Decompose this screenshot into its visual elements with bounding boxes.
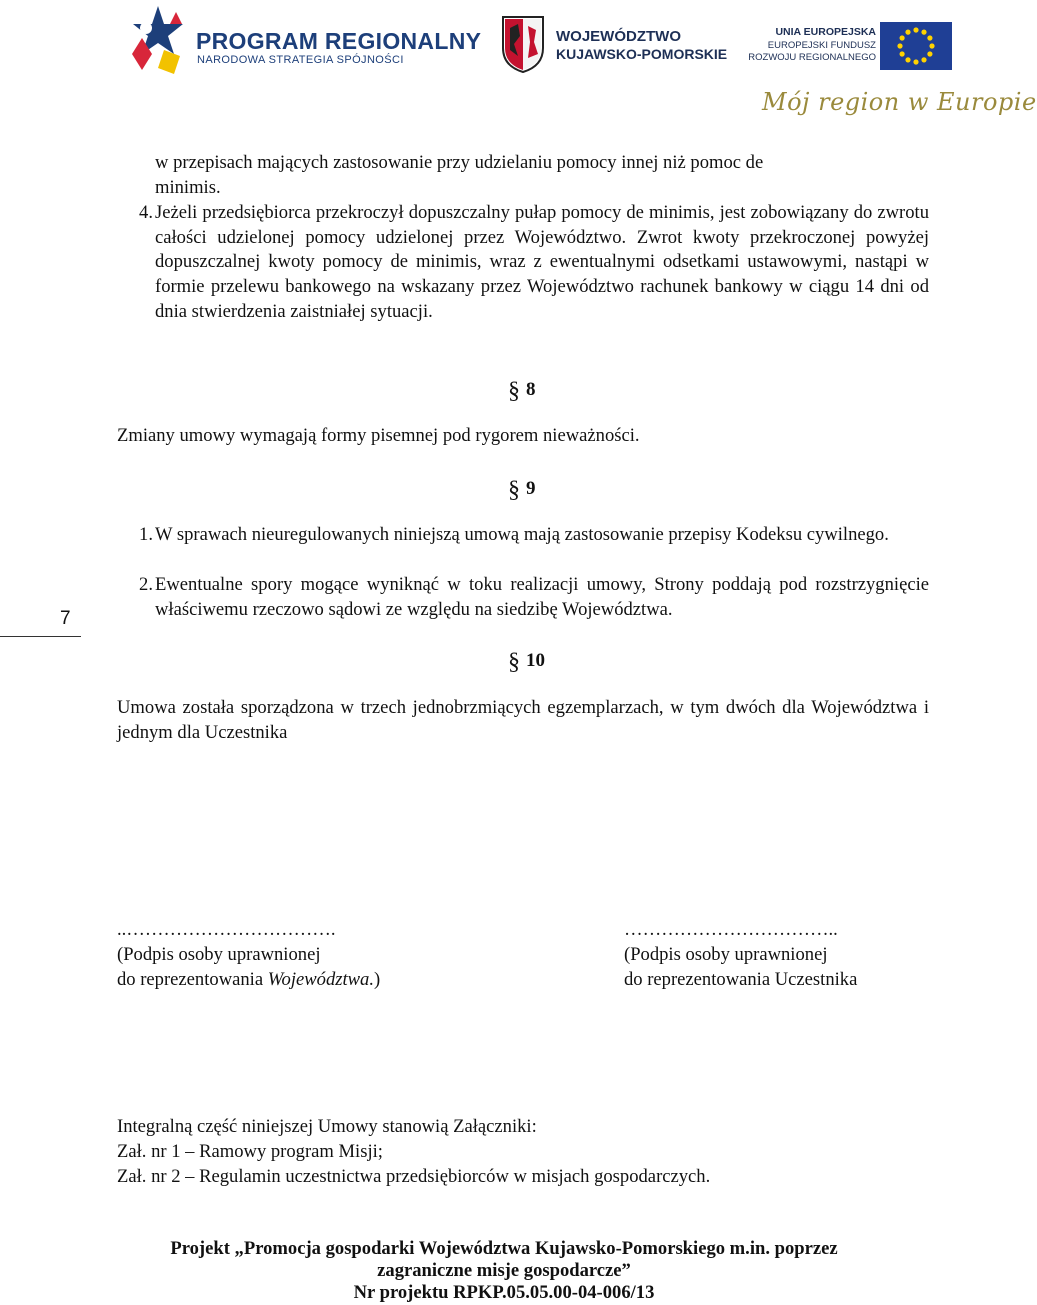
wojewodztwo-logo: [500, 14, 728, 76]
program-subtitle: NARODOWA STRATEGIA SPÓJNOŚCI: [197, 54, 404, 66]
section-9-number: 9: [526, 478, 536, 499]
attachments-intro: Integralną część niniejszej Umowy stanowią Załączniki:: [117, 1116, 537, 1137]
section-8-number: 8: [526, 379, 536, 400]
section-8-text: Zmiany umowy wymagają formy pisemnej pod rygorem nieważności.: [117, 425, 640, 446]
program-title: PROGRAM REGIONALNY: [196, 28, 482, 54]
footer-project-number: Nr projektu RPKP.05.05.00-04-006/13: [353, 1282, 655, 1303]
signature-caption-right-1: (Podpis osoby uprawnionej: [624, 944, 828, 965]
section-symbol: §: [508, 649, 520, 675]
section-9-item-2-text: Ewentualne spory mogące wyniknąć w toku realizacji umowy, Strony poddają pod rozstrzygnięcie właściwemu rzeczowo sądowi ze względu na siedzibę Województwa.: [155, 574, 929, 620]
signature-line-left: ..…………………………….: [117, 919, 336, 940]
eu-logo: [748, 22, 956, 70]
program-regionalny-logo: [128, 4, 482, 86]
page-number-rule: [0, 636, 81, 637]
section-10-number: 10: [526, 650, 545, 671]
item-4-text: Jeżeli przedsiębiorca przekroczył dopuszczalny pułap pomocy de minimis, jest zobowiązany do zwrotu całości udzielonej pomocy udzielonej przez Województwo. Zwrot kwoty przekroczonej powyżej dopuszczalnej kwoty pomocy de minimis, wraz z ewentualnymi odsetkami ustawowymi, nastąpi w formie przelewu bankowego na wskazany przez Województwo rachunek bankowy w ciągu 14 dni od dnia stwierdzenia zaistniałej sytuacji.: [155, 202, 929, 322]
signature-caption-left-prefix: do reprezentowania: [117, 969, 268, 990]
section-9-item-1-text: W sprawach nieuregulowanych niniejszą umową mają zastosowanie przepisy Kodeksu cywilnego.: [155, 524, 889, 545]
footer-project-title-line1: Projekt „Promocja gospodarki Województwa Kujawsko-Pomorskiego m.in. poprzez: [170, 1238, 838, 1259]
section-9-item-1-number: 1.: [139, 524, 153, 545]
signature-line-right: ……………………………..: [624, 919, 838, 940]
section-symbol: §: [508, 477, 520, 503]
region-name-line1: WOJEWÓDZTWO: [556, 28, 681, 45]
continuation-line1: w przepisach mających zastosowanie przy udzielaniu pomocy innej niż pomoc de: [155, 152, 764, 173]
signature-caption-left-italic: Województwa.: [267, 969, 374, 990]
section-10-text: Umowa została sporządzona w trzech jednobrzmiących egzemplarzach, w tym dwóch dla Województwa i jednym dla Uczestnika: [117, 697, 929, 743]
footer-project-title-line2: zagraniczne misje gospodarcze”: [377, 1260, 631, 1281]
signature-caption-left-suffix: ): [374, 969, 381, 990]
eu-name: UNIA EUROPEJSKA: [775, 26, 876, 38]
continuation-line2: minimis.: [155, 177, 221, 198]
eu-fund-line1: EUROPEJSKI FUNDUSZ: [767, 40, 876, 51]
section-symbol: §: [508, 378, 520, 404]
eu-flag-icon: [880, 22, 952, 70]
section-9-item-2-number: 2.: [139, 574, 153, 595]
section-10-heading: [508, 646, 545, 673]
attachment-1: Zał. nr 1 – Ramowy program Misji;: [117, 1141, 383, 1162]
signature-caption-left-1: (Podpis osoby uprawnionej: [117, 944, 321, 965]
section-9-heading: [508, 474, 536, 501]
signature-caption-right-2: do reprezentowania Uczestnika: [624, 969, 858, 990]
region-name-line2: KUJAWSKO-POMORSKIE: [556, 46, 728, 62]
page-number: 7: [60, 608, 71, 629]
eu-fund-line2: ROZWOJU REGIONALNEGO: [748, 52, 876, 63]
item-4-number: 4.: [139, 202, 153, 223]
region-crest-icon: [500, 14, 546, 74]
attachment-2: Zał. nr 2 – Regulamin uczestnictwa przedsiębiorców w misjach gospodarczych.: [117, 1166, 711, 1187]
program-regionalny-emblem-icon: [128, 4, 194, 84]
slogan: Mój region w Europie: [762, 88, 1037, 116]
signature-caption-left-2: [117, 968, 380, 993]
section-8-heading: [508, 375, 536, 402]
